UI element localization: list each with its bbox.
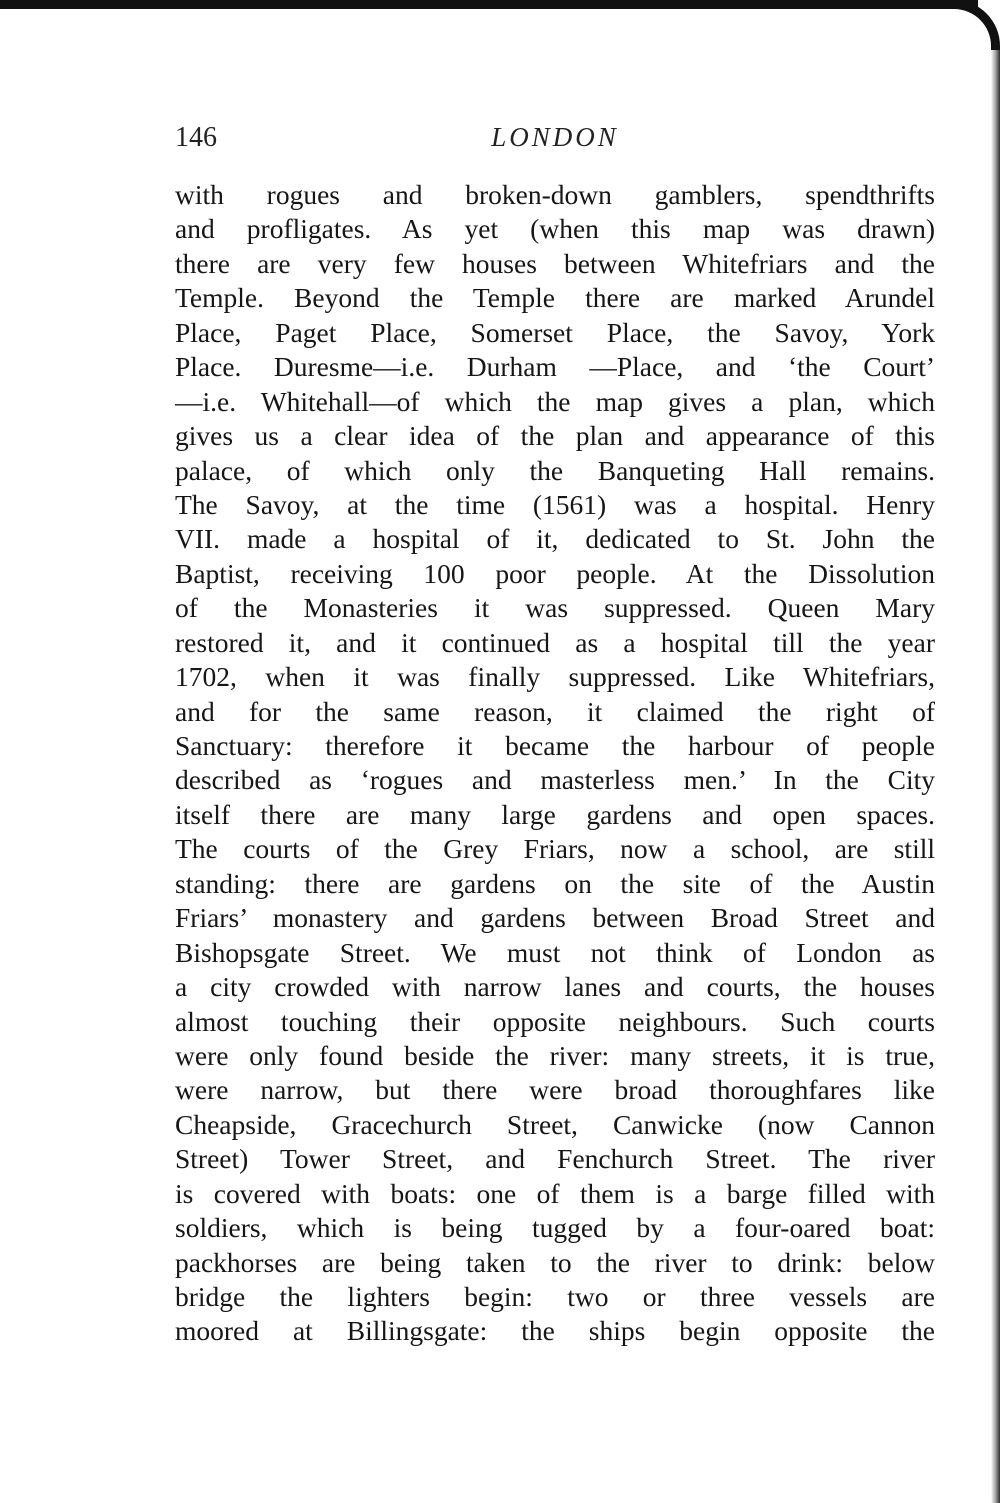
- text-line: Friars’ monastery and gardens between Broad Street and: [175, 902, 935, 934]
- text-line: palace, of which only the Banqueting Hall remains.: [175, 454, 935, 486]
- text-line: a city crowded with narrow lanes and courts, the houses: [175, 971, 935, 1003]
- text-line: and profligates. As yet (when this map was drawn): [175, 213, 935, 245]
- text-line: is covered with boats: one of them is a barge filled with: [175, 1177, 935, 1209]
- page-title: LONDON: [491, 122, 619, 152]
- text-line: described as ‘rogues and masterless men.’ In the City: [175, 764, 935, 796]
- text-line: Place. Duresme—i.e. Durham —Place, and ‘the Court’: [175, 351, 935, 383]
- page-number: 146: [175, 122, 217, 153]
- text-line: Baptist, receiving 100 poor people. At the Dissolution: [175, 557, 935, 589]
- text-line: moored at Billingsgate: the ships begin opposite the: [175, 1315, 935, 1347]
- text-line: itself there are many large gardens and open spaces.: [175, 798, 935, 830]
- text-line: were only found beside the river: many streets, it is true,: [175, 1039, 935, 1071]
- text-line: of the Monasteries it was suppressed. Queen Mary: [175, 592, 935, 624]
- text-line: packhorses are being taken to the river to drink: below: [175, 1246, 935, 1278]
- text-line: Place, Paget Place, Somerset Place, the Savoy, York: [175, 316, 935, 348]
- page-top-edge: [0, 0, 978, 9]
- text-line: The Savoy, at the time (1561) was a hospital. Henry: [175, 488, 935, 520]
- text-line: Temple. Beyond the Temple there are marked Arundel: [175, 282, 935, 314]
- text-line: 1702, when it was finally suppressed. Like Whitefriars,: [175, 661, 935, 693]
- text-line: Sanctuary: therefore it became the harbour of people: [175, 730, 935, 761]
- text-line: gives us a clear idea of the plan and appearance of this: [175, 420, 935, 452]
- text-line: almost touching their opposite neighbours. Such courts: [175, 1005, 935, 1037]
- text-line: Bishopsgate Street. We must not think of London as: [175, 936, 935, 968]
- text-line: were narrow, but there were broad thoroughfares like: [175, 1074, 935, 1106]
- text-line: Cheapside, Gracechurch Street, Canwicke (now Cannon: [175, 1108, 935, 1140]
- text-line: The courts of the Grey Friars, now a school, are still: [175, 833, 935, 865]
- text-line: standing: there are gardens on the site of the Austin: [175, 867, 935, 899]
- text-line: and for the same reason, it claimed the right of: [175, 695, 935, 727]
- text-line: VII. made a hospital of it, dedicated to St. John the: [175, 523, 935, 555]
- text-line: with rogues and broken-down gamblers, spendthrifts: [175, 179, 935, 210]
- text-line: restored it, and it continued as a hospital till the year: [175, 626, 935, 658]
- running-head: [175, 122, 935, 162]
- text-line: soldiers, which is being tugged by a four-oared boat:: [175, 1212, 935, 1244]
- text-line: —i.e. Whitehall—of which the map gives a plan, which: [175, 385, 935, 417]
- page-right-edge: [991, 50, 1000, 1503]
- text-line: bridge the lighters begin: two or three vessels are: [175, 1281, 935, 1312]
- text-line: Street) Tower Street, and Fenchurch Street. The river: [175, 1143, 935, 1175]
- body-text: [175, 178, 935, 1349]
- text-line: there are very few houses between Whitefriars and the: [175, 247, 935, 279]
